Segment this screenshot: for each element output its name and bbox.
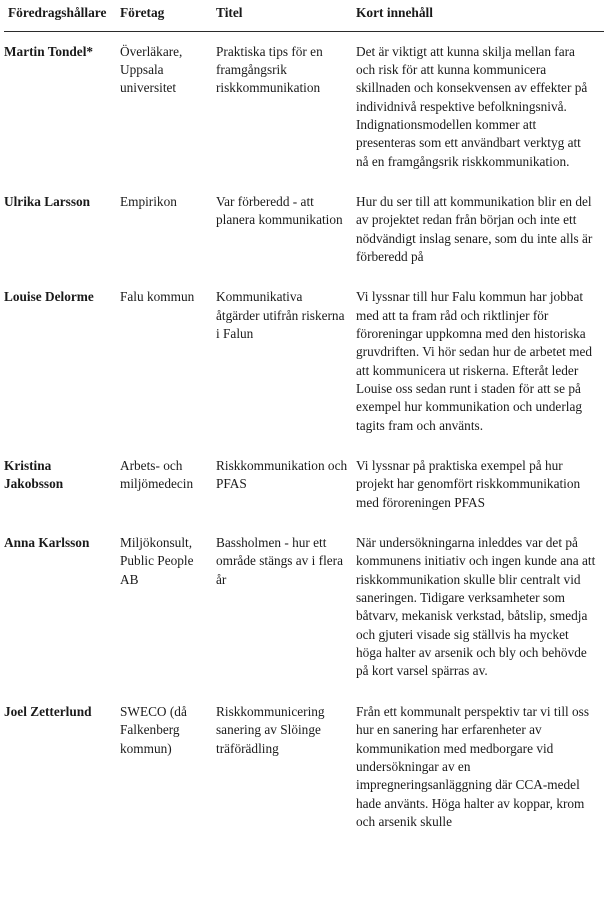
cell-speaker: Louise Delorme [4, 289, 94, 305]
cell-title: Riskkommunicering sanering av Slöinge träförädling [216, 703, 325, 756]
cell-company: Empirikon [120, 193, 177, 209]
cell-speaker: Martin Tondel* [4, 43, 94, 59]
cell-content: Från ett kommunalt perspektiv tar vi till oss hur en sanering har erfarenheter av kommunikation med medborgare vid undersökningar av en impregneringsanläggning där CCA-medel hade använts. Höga halter av koppar, krom och arsenik skulle [356, 703, 590, 829]
cell-title: Riskkommunikation och PFAS [216, 458, 348, 492]
table-row [4, 523, 604, 692]
table-row [4, 446, 604, 523]
cell-speaker: Anna Karlsson [4, 535, 90, 551]
column-header-speaker: Föredragshållare [4, 0, 120, 31]
table-row [4, 182, 604, 277]
cell-speaker: Kristina Jakobsson [4, 458, 64, 492]
table-row [4, 692, 604, 842]
column-header-content: Kort innehåll [356, 0, 604, 31]
cell-title: Kommunikativa åtgärder utifrån riskerna i Falun [216, 289, 345, 341]
cell-speaker: Ulrika Larsson [4, 193, 91, 209]
cell-title: Praktiska tips för en framgångsrik riskkommunikation [216, 43, 323, 96]
column-header-company: Företag [120, 0, 216, 31]
cell-company: Falu kommun [120, 289, 195, 305]
table-header-row [4, 0, 604, 31]
cell-content: Vi lyssnar på praktiska exempel på hur projekt har genomfört riskkommunikation med föroreningen PFAS [356, 458, 581, 510]
cell-content: Det är viktigt att kunna skilja mellan fara och risk för att kunna kommunicera skillnaden och konsekvensen av effekter på individnivå respektive befolkningsnivå. Indignationsmodellen kommer att presenteras som ett användbart verktyg att nå en framgångsrik riskkommunikation. [356, 43, 588, 169]
cell-company: Arbets- och miljömedecin [120, 458, 194, 492]
speakers-table [4, 0, 604, 842]
cell-content: När undersökningarna inleddes var det på kommunens initiativ och ingen kunde ana att riskkommunikation skulle blir centralt vid saneringen. Tidigare verksamheter som båtvarv, mekanisk verkstad, båtslip, smedja och gjuteri visade sig ställvis ha mycket höga halter av arsenik och bly och behövde på kort varsel spärras av. [356, 535, 596, 679]
column-header-title: Titel [216, 0, 356, 31]
cell-company: Miljökonsult, Public People AB [120, 535, 194, 587]
table-row [4, 31, 604, 182]
cell-company: SWECO (då Falkenberg kommun) [120, 703, 187, 756]
cell-content: Hur du ser till att kommunikation blir en del av projektet redan från början och inte ett nödvändigt inslag senare, som du inte alls är förberedd på [356, 193, 593, 264]
table-body [4, 31, 604, 842]
cell-title: Var förberedd - att planera kommunikation [216, 193, 343, 228]
cell-title: Bassholmen - hur ett område stängs av i flera år [216, 535, 344, 587]
cell-content: Vi lyssnar till hur Falu kommun har jobbat med att ta fram råd och riktlinjer för föroreningar uppkomna med den historiska gruvdriften. Vi hör sedan hur de arbetet med att kommunicera ut riskerna. Efteråt leder Louise oss sedan runt i staden för att se på exempel hur kommunikation och underlag tagits fram och använts. [356, 289, 593, 433]
table-row [4, 277, 604, 446]
cell-speaker: Joel Zetterlund [4, 703, 92, 719]
cell-company: Överläkare, Uppsala universitet [120, 43, 183, 96]
table-header [4, 0, 604, 31]
